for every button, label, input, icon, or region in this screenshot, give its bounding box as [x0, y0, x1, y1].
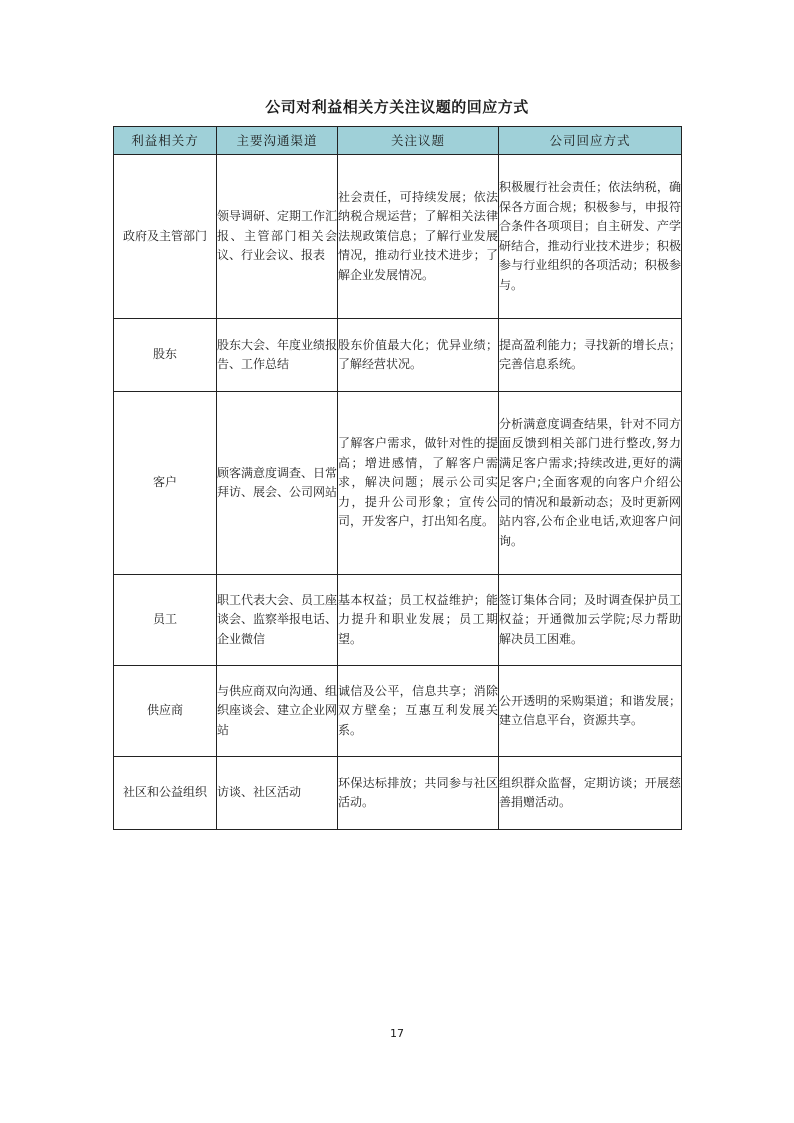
cell-response: 分析满意度调查结果，针对不同方面反馈到相关部门进行整改,努力满足客户需求;持续改进,更好的满足客户;全面客观的向客户介绍公司的情况和最新动态；及时更新网站内容,公布企业电话,欢迎客户问询。: [499, 392, 682, 575]
header-topics: 关注议题: [338, 127, 499, 155]
cell-channels: 股东大会、年度业绩报告、工作总结: [217, 319, 338, 392]
table-row-government: [114, 155, 682, 319]
cell-response: 签订集体合同；及时调查保护员工权益；开通微加云学院;尽力帮助解决员工困难。: [499, 575, 682, 666]
cell-topics: 基本权益；员工权益维护；能力提升和职业发展；员工期望。: [338, 575, 499, 666]
cell-response: 公开透明的采购渠道；和谐发展；建立信息平台，资源共享。: [499, 666, 682, 757]
cell-channels: 与供应商双向沟通、组织座谈会、建立企业网站: [217, 666, 338, 757]
cell-topics: 了解客户需求，做针对性的提高；增进感情，了解客户需求，解决问题；展示公司实力，提升公司形象；宣传公司，开发客户，打出知名度。: [338, 392, 499, 575]
cell-response: 积极履行社会责任；依法纳税，确保各方面合规；积极参与，申报符合条件各项项目；自主研发、产学研结合，推动行业技术进步；积极参与行业组织的各项活动；积极参与。: [499, 155, 682, 319]
cell-topics: 股东价值最大化；优异业绩；了解经营状况。: [338, 319, 499, 392]
header-response: 公司回应方式: [499, 127, 682, 155]
cell-topics: 社会责任，可持续发展；依法纳税合规运营；了解相关法律法规政策信息；了解行业发展情况，推动行业技术进步；了解企业发展情况。: [338, 155, 499, 319]
header-channels: 主要沟通渠道: [217, 127, 338, 155]
table-row-community: [114, 757, 682, 830]
cell-channels: 顾客满意度调查、日常拜访、展会、公司网站: [217, 392, 338, 575]
page-number: 17: [390, 1027, 404, 1040]
table-row-employees: [114, 575, 682, 666]
table-row-shareholders: [114, 319, 682, 392]
stakeholder-table: [113, 126, 682, 830]
cell-party: 员工: [114, 575, 217, 666]
cell-party: 股东: [114, 319, 217, 392]
cell-topics: 环保达标排放；共同参与社区活动。: [338, 757, 499, 830]
cell-party: 社区和公益组织: [114, 757, 217, 830]
table-row-suppliers: [114, 666, 682, 757]
cell-party: 政府及主管部门: [114, 155, 217, 319]
table-header-row: [114, 127, 682, 155]
table-row-customers: [114, 392, 682, 575]
cell-topics: 诚信及公平，信息共享；消除双方壁垒；互惠互利发展关系。: [338, 666, 499, 757]
cell-channels: 领导调研、定期工作汇报、主管部门相关会议、行业会议、报表: [217, 155, 338, 319]
header-stakeholder: 利益相关方: [114, 127, 217, 155]
cell-party: 客户: [114, 392, 217, 575]
cell-party: 供应商: [114, 666, 217, 757]
cell-response: 提高盈利能力；寻找新的增长点；完善信息系统。: [499, 319, 682, 392]
cell-channels: 访谈、社区活动: [217, 757, 338, 830]
cell-response: 组织群众监督，定期访谈；开展慈善捐赠活动。: [499, 757, 682, 830]
cell-channels: 职工代表大会、员工座谈会、监察举报电话、企业微信: [217, 575, 338, 666]
document-title: 公司对利益相关方关注议题的回应方式: [265, 98, 529, 116]
